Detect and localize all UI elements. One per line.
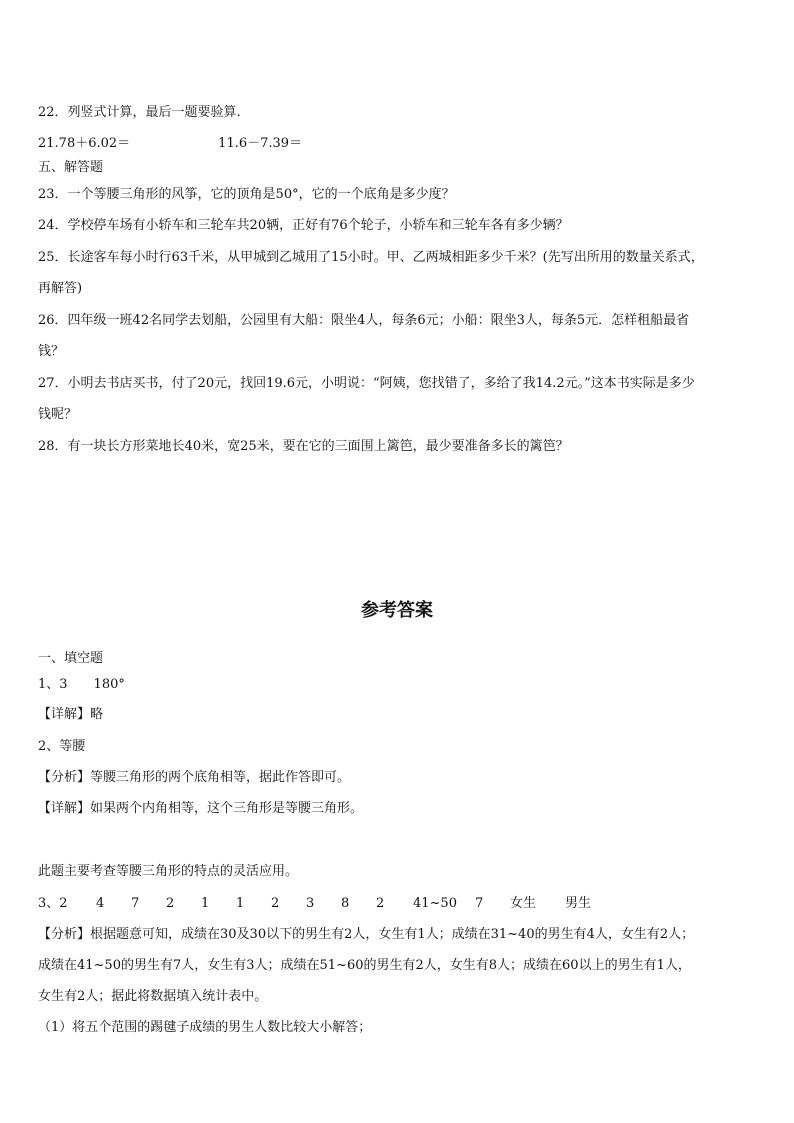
answer-3-item: 3 <box>306 896 315 911</box>
answer-3-analysis-line-3 <box>38 989 760 1005</box>
answer-2-note <box>38 864 760 880</box>
answer-3-item: 1 <box>236 896 245 911</box>
answer-2-text: 2、等腰 <box>38 739 86 754</box>
answer-2 <box>38 739 760 755</box>
answer-1-detail-text: 【详解】略 <box>38 707 104 722</box>
answer-3-item: 4 <box>96 896 105 911</box>
question-26-text-2: 钱？ <box>38 344 65 359</box>
question-25-line-1 <box>38 250 760 266</box>
answer-2-note-text: 此题主要考查等腰三角形的特点的灵活应用。 <box>38 864 299 879</box>
answer-3-item: 男生 <box>565 896 592 911</box>
answer-3-analysis-text-1: 【分析】根据题意可知，成绩在30及30以下的男生有2人，女生有1人；成绩在31~40的男生有4人，女生有2人； <box>38 927 695 942</box>
expression-a: 21.78＋6.02＝ <box>38 136 131 151</box>
answer-3-item: 7 <box>131 896 140 911</box>
question-25-line-2 <box>38 281 760 297</box>
answer-3-item: 8 <box>341 896 350 911</box>
answer-3-sub-1 <box>38 1020 760 1036</box>
answer-3-sub-1-text: （1）将五个范围的踢毽子成绩的男生人数比较大小解答； <box>38 1020 372 1035</box>
answer-1-detail <box>38 707 760 723</box>
answers-title: 参考答案 <box>361 600 433 621</box>
question-22 <box>38 105 760 121</box>
question-22-text: 22．列竖式计算，最后一题要验算. <box>38 105 241 120</box>
question-26-text-1: 26．四年级一班42名同学去划船，公园里有大船：限坐4人，每条6元；小船：限坐3人，每条5元．怎样租船最省 <box>38 313 690 328</box>
answer-1-value: 180° <box>93 677 125 692</box>
answer-3-values <box>38 896 760 912</box>
section-5-text: 五、解答题 <box>38 160 104 175</box>
section-5-heading <box>38 160 760 176</box>
answer-3-item: 2 <box>271 896 280 911</box>
answer-3-item: 2 <box>166 896 175 911</box>
question-28 <box>38 439 760 455</box>
answer-3-item: 3、2 <box>38 896 68 911</box>
answer-3-item: 女生 <box>510 896 537 911</box>
answer-2-detail <box>38 801 760 817</box>
answer-3-item: 2 <box>376 896 385 911</box>
answers-section-1 <box>38 651 760 667</box>
answer-2-analysis <box>38 770 760 786</box>
answer-1-number: 1、3 <box>38 677 68 692</box>
question-23 <box>38 187 760 203</box>
question-27-text-1: 27．小明去书店买书，付了20元，找回19.6元，小明说：“阿姨，您找错了，多给了我14.2元。”这本书实际是多少 <box>38 376 695 391</box>
question-27-line-1 <box>38 376 760 392</box>
answers-section-1-text: 一、填空题 <box>38 651 104 666</box>
question-23-text: 23．一个等腰三角形的风筝，它的顶角是50°，它的一个底角是多少度？ <box>38 187 455 202</box>
answer-1 <box>38 677 760 693</box>
question-26-line-1 <box>38 313 760 329</box>
answer-3-analysis-text-2: 成绩在41~50的男生有7人，女生有3人；成绩在51~60的男生有2人，女生有8人；成绩在60以上的男生有1人， <box>38 958 691 973</box>
question-24-text: 24．学校停车场有小轿车和三轮车共20辆，正好有76个轮子，小轿车和三轮车各有多少辆？ <box>38 218 569 233</box>
answer-3-analysis-line-2 <box>38 958 760 974</box>
answer-3-analysis-line-1 <box>38 927 760 943</box>
answer-3-analysis-text-3: 女生有2人；据此将数据填入统计表中。 <box>38 989 268 1004</box>
question-25-text-2: 再解答) <box>38 281 83 296</box>
answer-2-detail-text: 【详解】如果两个内角相等，这个三角形是等腰三角形。 <box>38 801 364 816</box>
question-26-line-2 <box>38 344 760 360</box>
question-27-text-2: 钱呢？ <box>38 407 78 422</box>
question-28-text: 28．有一块长方形菜地长40米，宽25米，要在它的三面围上篱笆，最少要准备多长的篱笆？ <box>38 439 569 454</box>
question-24 <box>38 218 760 234</box>
question-22-expressions <box>38 136 760 152</box>
answer-2-analysis-text: 【分析】等腰三角形的两个底角相等，据此作答即可。 <box>38 770 351 785</box>
answer-3-item: 41~50 <box>413 896 457 911</box>
question-27-line-2 <box>38 407 760 423</box>
question-25-text-1: 25．长途客车每小时行63千米，从甲城到乙城用了15小时。甲、乙两城相距多少千米？(先写出所用的数量关系式， <box>38 250 704 265</box>
expression-b: 11.6－7.39＝ <box>218 136 303 151</box>
answer-3-item: 1 <box>201 896 210 911</box>
answer-3-item: 7 <box>475 896 484 911</box>
